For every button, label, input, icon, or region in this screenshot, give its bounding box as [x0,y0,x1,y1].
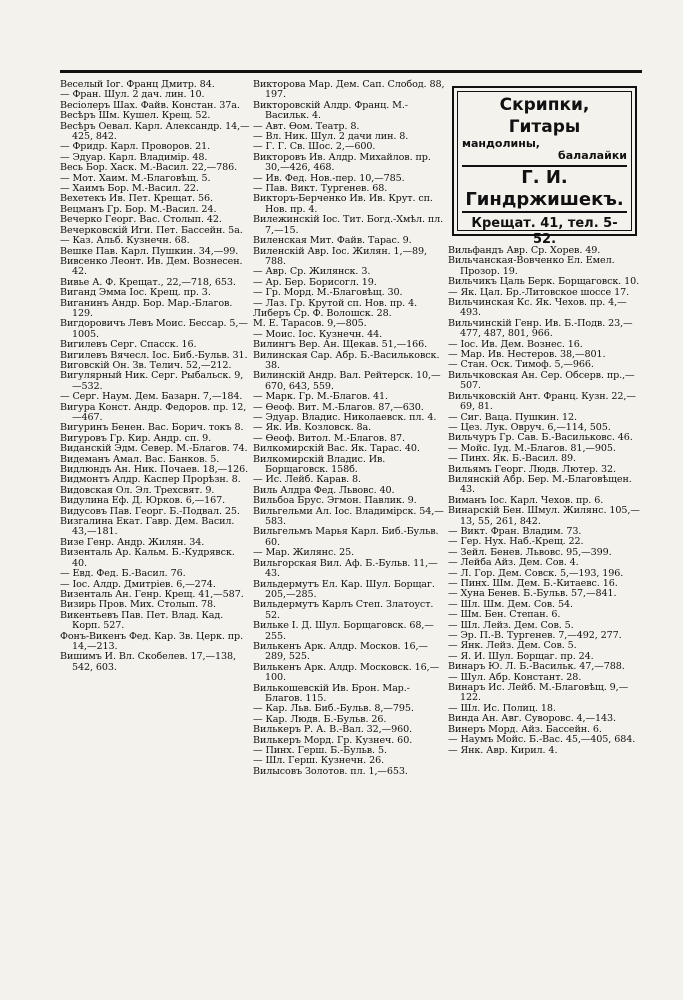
directory-entry: Визе Генр. Андр. Жилян. 34. [60,536,205,548]
directory-entry: Вильке І. Д. Шул. Борщаговск. 68,—255. [253,620,434,642]
directory-entry: — Зейл. Бенев. Львовс. 95,—399. [448,546,612,558]
directory-entry: Винарскій Бен. Шмул. Жилянс. 105,—13, 55, 261, 842. [448,505,640,527]
directory-entry: — Шл. Герш. Кузнечн. 26. [253,755,385,767]
directory-entry: — Гер. Нух. Наб.-Крещ. 22. [448,536,584,548]
directory-entry: — Лейба Айз. Дем. Сов. 4. [448,557,579,569]
directory-entry: Вильгельми Ал. Іос. Владимірск. 54,—583. [253,505,444,528]
directory-entry: — Хуна Бенев. Б.-Бульв. 57,—841. [448,588,617,600]
ad-subtitle-2: балалайки [558,149,627,162]
top-rule [60,70,642,73]
directory-entry: Вильчанская-Вовченко Ел. Емел. Прозор. 19. [448,255,618,277]
directory-entry: Винеръ Морд. Айз. Бассейн. 6. [448,723,602,735]
directory-entry: — Ѳеоф. Вит. М.-Благов. 87,—630. [253,401,424,413]
directory-entry: — Моис. Іос. Кузнечн. 44. [253,328,383,340]
directory-entry: Виленская Мит. Файв. Тарас. 9. [253,235,412,247]
directory-entry: Вильчковская Ан. Сер. Обсерв. пр.,—507. [448,369,635,392]
directory-entry: Видмонтъ Алдр. Каспер Прорѣзн. 8. [60,474,241,486]
directory-entry: — Эдуар. Владис. Николаевск. пл. 4. [253,412,437,423]
directory-entry: — Мар. Ив. Нестеров. 38,—801. [448,349,606,361]
directory-entry: — Мойс. Іуд. М.-Благов. 81,—905. [448,442,616,454]
directory-entry: — Серг. Наум. Дем. Базарн. 7,—184. [60,391,243,403]
directory-entry: Вилингъ Вер. Ан. Щекав. 51,—166. [253,339,428,351]
directory-entry: — Сиг. Ваца. Пушкин. 12. [448,411,577,423]
directory-entry: М. Е. Тарасов. 9,—805. [253,318,367,330]
directory-entry: Вилькенъ Арк. Алдр. Москов. 16,—289, 525. [253,640,428,663]
directory-entry: Вечерковскій Иги. Пет. Бассейн. 5а. [60,224,243,236]
directory-entry: Вильфандъ Авр. Ср. Хорев. 49. [448,245,601,256]
directory-entry: — Кар. Льв. Биб.-Бульв. 8,—795. [253,703,414,715]
directory-entry: Вилькенъ Арк. Алдр. Московск. 16,—100. [253,661,440,684]
directory-entry: — Кар. Людв. Б.-Бульв. 26. [253,713,387,725]
directory-entry: Виданскій Эдм. Север. М.-Благов. 74. [60,443,248,455]
directory-entry: — Ѳеоф. Витол. М.-Благов. 87. [253,432,405,444]
directory-entry: Вигуринъ Бенен. Вас. Борич. токъ 8. [60,422,244,434]
directory-entry: Викторъ-Берченко Ив. Ив. Крут. сп. Нов. пр. 4. [253,193,436,215]
directory-entry: Вецманъ Гр. Бор. М.-Васил. 24. [60,203,217,215]
directory-entry: Видеманъ Амал. Вас. Банков. 5. [60,453,220,465]
directory-entry: Вивье А. Ф. Крещат., 22,—718, 653. [60,276,236,288]
ad-address: Крещат. 41, тел. 5-52. [471,216,618,247]
directory-entry: — Каз. Альб. Кузнечн. 68. [60,235,190,247]
directory-entry: — Янк. Авр. Кирил. 4. [448,744,558,756]
directory-entry: Вильчикъ Цаль Берк. Борщаговск. 10. [448,276,640,288]
directory-entry: Вилкомирскій Вас. Як. Тарас. 40. [253,443,420,455]
directory-entry: — Г. Г. Св. Шос. 2,—600. [253,141,376,153]
directory-entry: Викторова Мар. Дем. Сап. Слобод. 88, 197. [253,79,448,101]
directory-entry: — Л. Гор. Дем. Совск. 5,—193, 196. [448,567,624,579]
directory-entry: — Авр. Ср. Жилянск. 3. [253,266,371,278]
directory-entry: Виленскій Авр. Іос. Жилян. 1,—89, 788. [253,245,430,267]
directory-entry: Вильчковскій Ант. Франц. Кузн. 22,—69, 81. [448,390,636,413]
directory-entry: Фонъ-Викенъ Фед. Кар. Зв. Церк. пр. 14,—213. [60,630,246,652]
directory-entry: Вильямъ Георг. Людв. Лютер. 32. [448,463,617,475]
directory-entry: Вигдоровичъ Левъ Моис. Бессар. 5,—1005. [60,318,248,340]
directory-entry: — Наумъ Мойс. Б.-Вас. 45,—405, 684. [448,734,636,746]
directory-entry: — Янк. Лейз. Дем. Сов. 5. [448,640,577,652]
directory-entry: Вилежинскій Іос. Тит. Богд.-Хмѣл. пл. 7,—15. [253,214,447,236]
directory-entry: Вигилевъ Серг. Спасск. 16. [60,339,197,351]
directory-entry: — Ив. Фед. Нов.-пер. 10,—785. [253,172,405,184]
directory-entry: Винаръ Ю. Л. Б.-Васильк. 47,—788. [448,661,625,673]
directory-entry: Визенталь Ар. Кальм. Б.-Кудрявск. 40. [60,547,238,569]
ad-title: Скрипки, Гитары [499,95,590,137]
directory-entry: — Авт. Ѳом. Театр. 8. [253,120,360,132]
directory-entry: — Як. Ив. Козловск. 8а. [253,422,372,434]
directory-entry: — Ар. Бер. Борисогл. 19. [253,276,377,288]
ad-merchant-name: Г. И. Гиндржишекъ. [462,165,627,213]
directory-entry: Вильбоа Брус. Эгмон. Павлик. 9. [253,495,417,507]
directory-entry: Видлюндъ Ан. Ник. Почаев. 18,—126. [60,464,249,476]
directory-entry: — Шл. Шм. Дем. Сов. 54. [448,598,573,610]
directory-entry: Вилькеръ Морд. Гр. Кузнеч. 60. [253,734,413,746]
directory-entry: — Вл. Ник. Шул. 2 дачи лин. 8. [253,131,409,143]
directory-entry: Визгалина Екат. Гавр. Дем. Васил. 43,—181. [60,516,238,538]
directory-entry: Вилысовъ Золотов. пл. 1,—653. [253,765,408,777]
directory-entry: Вилькошевскій Ив. Брон. Мар.-Благов. 115. [253,682,410,704]
directory-entry: — Іос. Ив. Дем. Вознес. 16. [448,338,583,350]
directory-entry: Вигуровъ Гр. Кир. Андр. сп. 9. [60,432,212,444]
directory-entry: — Мот. Хаим. М.-Благовѣщ. 5. [60,172,211,184]
directory-column-1 [60,80,250,978]
directory-entry: — Евд. Фед. Б.-Васил. 76. [60,568,186,580]
directory-entry: Видовская Ол. Эл. Трехсвят. 9. [60,484,215,496]
directory-entry: Весѣръ Оевал. Карл. Александр. 14,—425, 842. [60,120,250,143]
directory-entry: Виганд Эмма Іос. Крещ. пр. 3. [60,287,211,299]
directory-entry: Вильгельмъ Марья Карл. Биб.-Бульв. 60. [253,526,442,548]
directory-entry: Вечерко Георг. Вас. Столып. 42. [60,214,222,226]
directory-entry: — Лаз. Гр. Крутой сп. Нов. пр. 4. [253,297,418,309]
directory-entry: — Шм. Бен. Степан. 6. [448,609,561,621]
directory-entry: Весѣръ Шм. Кушел. Крещ. 52. [60,110,211,122]
directory-entry: — Пинх. Шм. Дем. Б.-Китаевс. 16. [448,578,618,589]
directory-entry: — Іос. Алдр. Дмитріев. 6,—274. [60,578,216,590]
directory-entry: Викторовскій Алдр. Франц. М.-Васильк. 4. [253,99,408,122]
directory-entry: — Я. И. Шул. Борщаг. пр. 24. [448,650,594,662]
directory-entry: Вильдермутъ Ел. Кар. Шул. Борщаг. 205,—285. [253,578,438,600]
directory-entry: — Эдуар. Карл. Владимір. 48. [60,151,208,163]
directory-entry: Винаръ Ис. Лейб. М.-Благовѣщ. 9,—122. [448,682,629,704]
directory-entry: Вилинская Сар. Абр. Б.-Васильковск. 38. [253,349,443,371]
directory-entry: — Пав. Викт. Тургенев. 68. [253,183,388,195]
directory-entry: Викентьевъ Пав. Пет. Влад. Кад. Корп. 527. [60,609,227,632]
directory-entry: — Шул. Абр. Констант. 28. [448,671,582,683]
directory-entry: — Шл. Лейз. Дем. Сов. 5. [448,619,574,631]
ad-subtitle-1: мандолины, [462,137,540,150]
directory-entry: Визирь Пров. Мих. Столып. 78. [60,599,217,611]
advertisement-inner [457,91,632,247]
directory-entry: — Фридр. Карл. Проворов. 21. [60,141,211,153]
directory-entry: Веселый Іог. Франц Дмитр. 84. [60,79,215,90]
directory-entry: Вильчуръ Гр. Сав. Б.-Васильковс. 46. [448,432,633,444]
directory-entry: — Фран. Шул. 2 дач. лин. 10. [60,89,205,101]
directory-entry: Виганинъ Андр. Бор. Мар.-Благов. 129. [60,297,236,319]
directory-entry: Виговскій Он. Зв. Телич. 52,—212. [60,359,232,371]
directory-entry: Виль Алдра Фед. Львовс. 40. [253,484,395,496]
directory-entry: Визенталь Ан. Генр. Крещ. 41,—587. [60,588,244,600]
directory-entry: Вилькеръ Р. А. В.-Вал. 32,—960. [253,724,413,736]
directory-column-3 [448,246,642,978]
directory-entry: — Стан. Оск. Тимоф. 5,—966. [448,359,594,371]
directory-entry: — Мар. Жилянс. 25. [253,547,355,559]
directory-entry: Вильчинскій Генр. Ив. Б.-Подв. 23,—477, 487, 801, 966. [448,317,633,340]
directory-entry: — Пинх. Герш. Б.-Бульв. 5. [253,745,387,756]
directory-entry: — Пинх. Як. Б.-Васил. 89. [448,453,576,465]
directory-entry: Вивсенко Леонт. Ив. Дем. Вознесен. 42. [60,255,246,278]
directory-entry: Вешке Пав. Карл. Пушкин. 34,—99. [60,245,239,257]
directory-entry: Вильчинская Кс. Як. Чехов. пр. 4,—493. [448,297,627,319]
directory-entry: Вишимъ И. Вл. Скобелев. 17,—138, 542, 603. [60,651,239,673]
directory-entry: Либеръ Ср. Ф. Волошск. 28. [253,307,392,319]
advertisement-box [452,86,637,247]
directory-entry: Видулина Еф. Д. Юрков. 6,—167. [60,495,226,507]
directory-entry: Винда Ан. Авг. Суворовс. 4,—143. [448,713,616,725]
directory-entry: Вилянскій Абр. Бер. М.-Благовѣщен. 43. [448,473,635,496]
directory-entry: — Як. Цал. Бр.-Литовское шоссе 17. [448,286,630,298]
directory-entry: Вигулярный Ник. Серг. Рыбальск. 9,—532. [60,370,244,392]
directory-entry: Вехетекъ Ив. Пет. Крещат. 56. [60,193,213,205]
directory-entry: Вильдермутъ Карлъ Степ. Златоуст. 52. [253,599,437,621]
directory-entry: — Эр. П.-В. Тургенев. 7,—492, 277. [448,630,622,642]
directory-entry: Вильгорская Вил. Аф. Б.-Бульв. 11,—43. [253,557,438,580]
directory-entry: — Цез. Лук. Овруч. 6,—114, 505. [448,421,611,433]
directory-entry: Вилкомирскій Владис. Ив. Борщаговск. 158б. [253,453,389,476]
directory-entry: Вигура Конст. Андр. Федоров. пр. 12,—467. [60,401,247,423]
directory-column-2 [253,79,448,978]
directory-entry: Виманъ Іос. Карл. Чехов. пр. 6. [448,494,604,506]
directory-entry: Вигилевъ Вячесл. Іос. Биб.-Бульв. 31. [60,349,248,361]
directory-entry: Вилинскій Андр. Вал. Рейтерск. 10,—670, 643, 559. [253,370,441,392]
directory-entry: — Ис. Лейб. Карав. 8. [253,474,361,486]
directory-entry: Весь Бор. Хаск. М.-Васил. 22,—786. [60,162,238,174]
directory-entry: — Марк. Гр. М.-Благов. 41. [253,391,388,403]
directory-entry: — Хаимъ Бор. М.-Васил. 22. [60,183,199,195]
directory-entry: Видусовъ Пав. Георг. Б.-Подвал. 25. [60,505,240,517]
directory-entry: Весіолеръ Шах. Файв. Констан. 37а. [60,99,240,111]
directory-entry: — Викт. Фран. Владим. 73. [448,525,582,537]
directory-entry: — Гр. Морд. М.-Благовѣщ. 30. [253,287,403,299]
directory-entry: Викторовъ Ив. Алдр. Михайлов. пр. 30,—426, 468. [253,151,434,174]
directory-entry: — Шл. Ис. Полиц. 18. [448,702,556,714]
